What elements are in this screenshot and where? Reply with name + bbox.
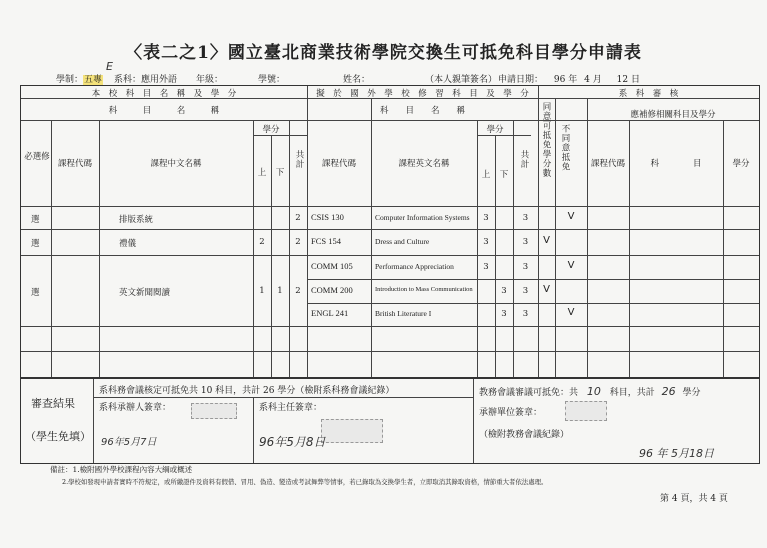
- row3-f3-en: British Literature I: [375, 309, 432, 318]
- unit-stamp: [565, 401, 607, 421]
- row1-f1-en: Computer Information Systems: [375, 213, 470, 222]
- row3-f1-en: Performance Appreciation: [375, 262, 454, 271]
- dept-handler-label: 系科承辦人簽章：: [99, 403, 172, 413]
- handwritten-mark: E: [106, 60, 113, 73]
- footer-note-2: 2.學校如發現申請者實時不符規定，或所繳證件及資料有假借、冒用、偽造、變造或考試舞弊等情事，若已錄取為交換學生者，立即取消其錄取資格，情節重大者依法處理。: [62, 478, 548, 486]
- header-not-approved: 不同意抵免: [560, 124, 570, 172]
- row3-second: 1: [277, 286, 283, 296]
- header-own-section: 本 校 科 目 名 稱 及 學 分: [91, 89, 237, 99]
- unit-label: 承辦單位簽章：: [479, 408, 543, 418]
- academic-date: 96 年 5月18日: [639, 447, 714, 460]
- header-foreign-credits: 學分: [486, 125, 504, 135]
- row3-f1-total: 3: [522, 262, 529, 272]
- department-value: 應用外語: [141, 75, 178, 85]
- row3-f1-first: 3: [483, 262, 489, 272]
- meta-name: 姓名：: [343, 75, 371, 85]
- header-credits: 學分: [262, 125, 280, 135]
- header-foreign-subject-name: 科 目 名 稱: [379, 106, 465, 116]
- row3-total: 2: [295, 286, 301, 296]
- academic-text-suffix: 學分: [682, 388, 701, 398]
- row3-f1-not-approved: V: [567, 260, 575, 271]
- header-foreign-second-sem: 下: [499, 170, 509, 180]
- header-dept-review: 系 科 審 核: [618, 89, 679, 99]
- review-sub-label: （學生免填）: [25, 430, 91, 443]
- academic-credits: 26: [661, 385, 676, 398]
- row3-f2-approved: V: [543, 284, 550, 295]
- academic-subjects: 10: [586, 385, 601, 398]
- date-month-unit: 月: [592, 75, 602, 85]
- row3-f2-en: Introduction to Mass Communication: [375, 286, 473, 293]
- academic-system-label: 學制：: [56, 75, 84, 85]
- row1-f1-not-approved: V: [567, 211, 575, 222]
- review-label: 審查結果: [31, 397, 75, 410]
- row2-f1-total: 3: [522, 237, 529, 247]
- date-year: 96: [553, 75, 566, 85]
- date-day: 12: [616, 75, 629, 85]
- header-total: 共計: [294, 150, 304, 169]
- row2-f1-code: FCS 154: [311, 236, 341, 246]
- row3-f2-total: 3: [522, 286, 529, 296]
- dept-head-label: 系科主任簽章：: [259, 403, 323, 413]
- header-second-sem: 下: [275, 168, 285, 178]
- application-table: [20, 85, 760, 378]
- row1-cn-name: 排版系統: [119, 215, 154, 225]
- academic-system-value: 五專: [84, 75, 103, 85]
- row2-cn-name: 禮儀: [119, 239, 137, 249]
- meta-date: [498, 72, 640, 85]
- row3-f2-code: COMM 200: [311, 285, 353, 295]
- row3-type: 選: [31, 288, 40, 298]
- meta-signature-note: （本人親筆簽名）: [425, 75, 498, 85]
- dept-head-date: 96年5月8日: [259, 435, 326, 449]
- page-info: 第 4 頁，共 4 頁: [660, 494, 728, 504]
- header-subject-name: 科 目 名 稱: [108, 106, 220, 116]
- academic-meeting-text: [479, 385, 701, 398]
- row1-f1-total: 3: [522, 213, 529, 223]
- header-approved: 同意可抵免學分數: [541, 102, 551, 178]
- department-label: 系科：: [114, 75, 142, 85]
- review-section: [20, 378, 760, 464]
- header-course-en-name: 課程英文名稱: [398, 159, 450, 169]
- header-supp-code: 課程代碼: [590, 159, 625, 169]
- header-foreign-course-code: 課程代碼: [321, 159, 356, 169]
- meta-department: [114, 72, 177, 85]
- row1-f1-code: CSIS 130: [311, 212, 344, 222]
- dept-meeting-text: 系科務會議核定可抵免共 10 科目，共計 26 學分（檢附系科務會議紀錄）: [99, 386, 395, 396]
- row3-f1-code: COMM 105: [311, 261, 353, 271]
- academic-text-mid: 科目，共計: [609, 388, 655, 398]
- row1-f1-first: 3: [483, 213, 489, 223]
- row3-f3-second: 3: [501, 309, 507, 319]
- header-supplement: 應補修相關科目及學分: [630, 110, 716, 120]
- footer-note-1: 備註：1.檢附國外學校課程內容大綱或概述: [50, 465, 193, 474]
- row3-cn-name: 英文新聞閱讀: [119, 288, 171, 298]
- row3-f3-not-approved: V: [567, 307, 575, 318]
- row1-total: 2: [295, 213, 301, 223]
- header-required-elective: 必選修: [24, 152, 50, 162]
- row2-f1-first: 3: [483, 237, 489, 247]
- row2-first: 2: [259, 237, 265, 247]
- header-first-sem: 上: [257, 168, 267, 178]
- date-month: 4: [584, 75, 590, 85]
- header-supp-subject: 科 目: [650, 159, 702, 169]
- row2-f1-approved: V: [543, 235, 550, 246]
- date-day-unit: 日: [630, 75, 640, 85]
- date-label: 申請日期：: [498, 75, 544, 85]
- dept-handler-stamp: [191, 403, 237, 419]
- meta-academic-system: [56, 72, 103, 85]
- row3-f3-code: ENGL 241: [311, 308, 349, 318]
- row3-first: 1: [259, 286, 265, 296]
- date-year-unit: 年: [568, 75, 578, 85]
- row3-f3-total: 3: [522, 309, 529, 319]
- academic-note: （檢附教務會議紀錄）: [479, 430, 570, 440]
- row3-f2-second: 3: [501, 286, 507, 296]
- header-foreign-section: 擬 於 國 外 學 校 修 習 科 目 及 學 分: [316, 89, 529, 99]
- row2-f1-en: Dress and Culture: [375, 237, 430, 246]
- header-course-code: 課程代碼: [57, 159, 92, 169]
- meta-student-id: 學號：: [258, 75, 286, 85]
- form-title: 〈表二之1〉國立臺北商業技術學院交換生可抵免科目學分申請表: [125, 43, 642, 63]
- academic-text-prefix: 教務會議審議可抵免：共: [479, 388, 579, 398]
- row2-type: 選: [31, 239, 40, 249]
- header-foreign-first-sem: 上: [481, 170, 491, 180]
- header-foreign-total: 共計: [519, 150, 529, 169]
- dept-head-stamp: [321, 419, 383, 443]
- header-supp-credits: 學分: [732, 159, 750, 169]
- row1-type: 選: [31, 215, 40, 225]
- row2-total: 2: [295, 237, 301, 247]
- meta-grade: 年級：: [196, 75, 224, 85]
- dept-handler-date: 96年5月7日: [101, 437, 157, 448]
- header-course-cn-name: 課程中文名稱: [150, 159, 202, 169]
